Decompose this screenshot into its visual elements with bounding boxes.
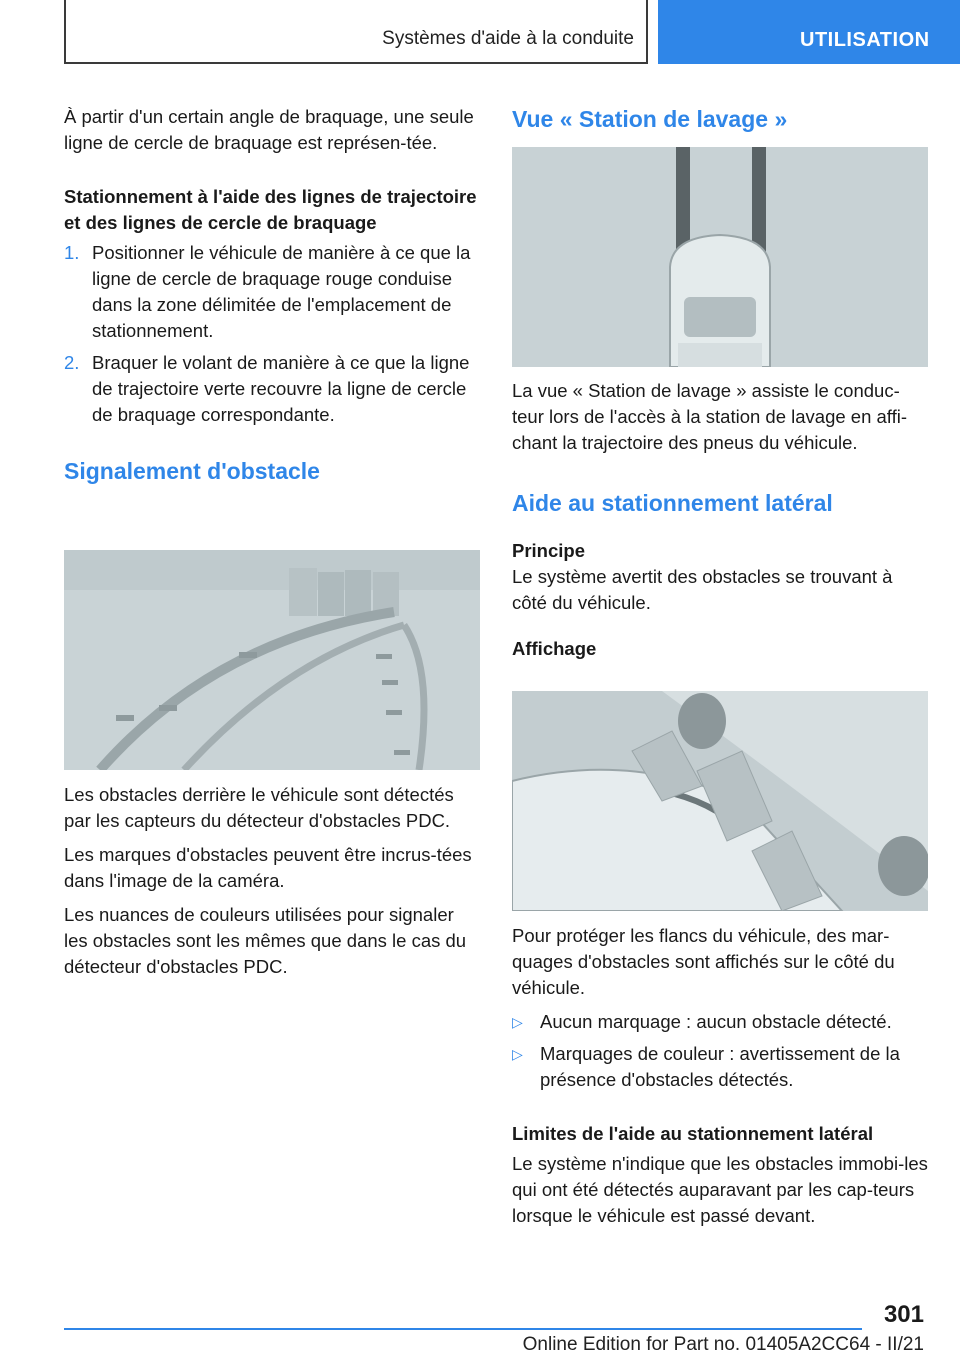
bullet-text: Marquages de couleur : avertissement de la présence d'obstacles détectés. [540, 1043, 900, 1090]
limits-heading: Limites de l'aide au stationnement latéral [512, 1123, 874, 1144]
chapter-tab-label: UTILISATION [800, 29, 930, 51]
obstacle-paragraph: Les obstacles derrière le véhicule sont détectés par les capteurs du détecteur d'obstacles PDC. [64, 784, 454, 831]
running-header [64, 0, 648, 64]
step-text: Positionner le véhicule de manière à ce que la ligne de cercle de braquage rouge conduise dans la zone délimitée de l'emplacement de stationnement. [92, 242, 471, 341]
car-wash-illustration [512, 147, 928, 367]
footer-rule [64, 1328, 862, 1330]
obstacle-heading: Signalement d'obstacle [64, 458, 320, 484]
camera-view-illustration [64, 550, 480, 770]
side-parking-figure [512, 691, 928, 911]
obstacle-marking-figure [64, 550, 480, 770]
wash-paragraph: La vue « Station de lavage » assiste le conduc-teur lors de l'accès à la station de lavage en affi-chant la trajectoire des pneus du véhicule. [512, 380, 908, 453]
side-parking-illustration [512, 691, 928, 911]
bullet-text: Aucun marquage : aucun obstacle détecté. [540, 1011, 892, 1032]
step-text: Braquer le volant de manière à ce que la ligne de trajectoire verte recouvre la ligne de cercle de braquage correspondante. [92, 352, 470, 425]
section-title: Systèmes d'aide à la conduite [382, 28, 634, 49]
right-column-main [512, 378, 928, 662]
bullet-item [512, 1009, 928, 1035]
steps-list [64, 240, 480, 428]
bullet-item [512, 1041, 928, 1093]
bullet-list [512, 1009, 928, 1093]
obstacle-paragraph: Les nuances de couleurs utilisées pour signaler les obstacles sont les mêmes que dans le cas du détecteur d'obstacles PDC. [64, 904, 467, 977]
step-item [64, 350, 480, 428]
display-heading: Affichage [512, 638, 597, 659]
obstacle-paragraph: Les marques d'obstacles peuvent être incrus-tées dans l'image de la caméra. [64, 844, 472, 891]
triangle-bullet-icon: ▷ [512, 1046, 523, 1062]
side-parking-heading: Aide au stationnement latéral [512, 490, 833, 516]
edition-line: Online Edition for Part no. 01405A2CC64 - II/21 [522, 1334, 924, 1355]
parking-heading: Stationnement à l'aide des lignes de trajectoire et des lignes de cercle de braquage [64, 186, 477, 233]
right-column-top [512, 104, 928, 134]
right-column-bottom [512, 923, 928, 1229]
intro-paragraph: À partir d'un certain angle de braquage, une seule ligne de cercle de braquage est représen-tée. [64, 106, 474, 153]
principle-heading: Principe [512, 540, 585, 561]
obstacle-text [64, 782, 480, 980]
page-number: 301 [883, 1301, 924, 1328]
chapter-tab [658, 0, 960, 64]
triangle-bullet-icon: ▷ [512, 1014, 523, 1030]
step-number: 1. [64, 242, 80, 263]
left-column [64, 104, 480, 486]
car-wash-figure [512, 147, 928, 367]
step-item [64, 240, 480, 344]
limits-paragraph: Le système n'indique que les obstacles immobi-les qui ont été détectés auparavant par les cap-teurs lorsque le véhicule est passé devant. [512, 1153, 928, 1226]
step-number: 2. [64, 352, 80, 373]
display-paragraph: Pour protéger les flancs du véhicule, des mar-quages d'obstacles sont affichés sur le côté du véhicule. [512, 925, 895, 998]
wash-heading: Vue « Station de lavage » [512, 106, 788, 132]
principle-paragraph: Le système avertit des obstacles se trouvant à côté du véhicule. [512, 566, 893, 613]
